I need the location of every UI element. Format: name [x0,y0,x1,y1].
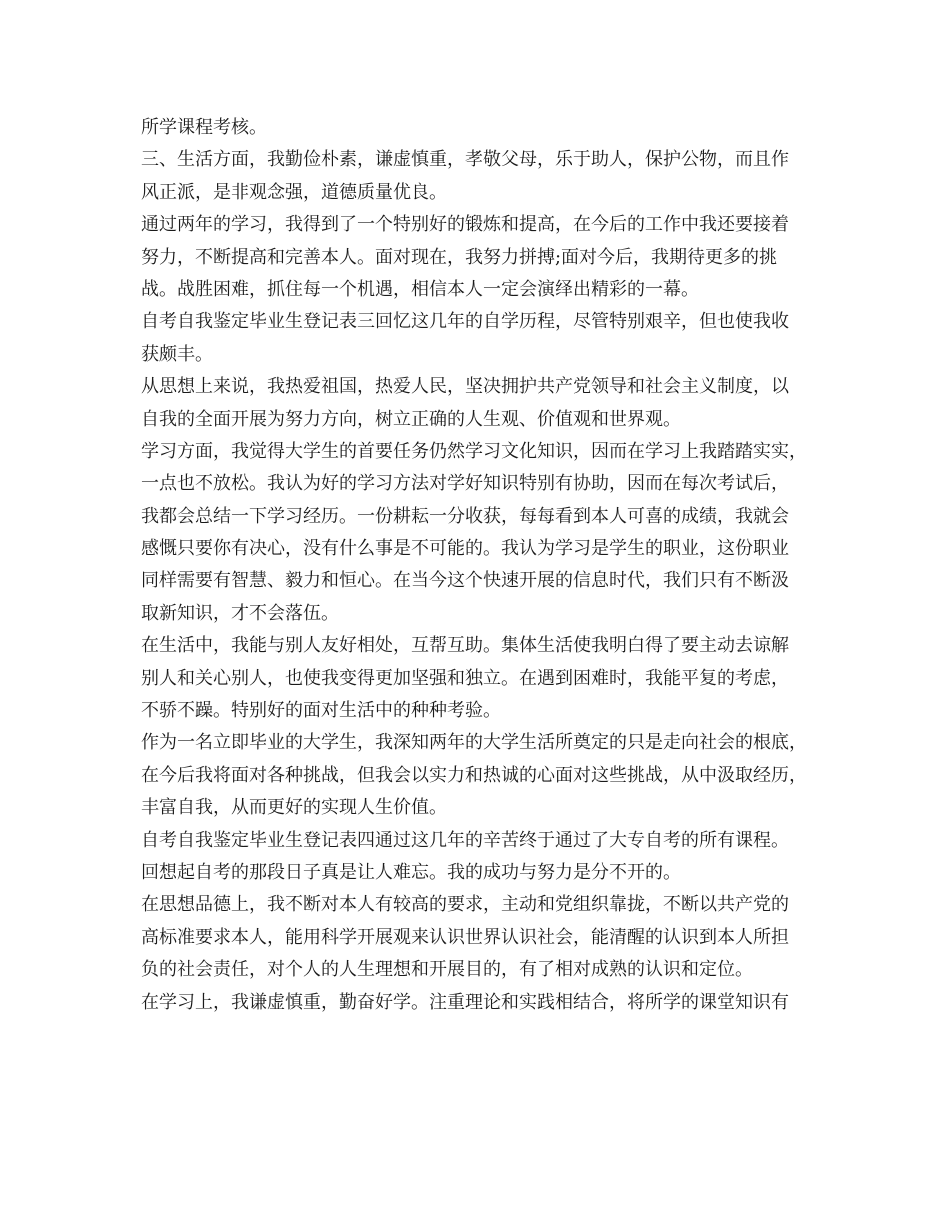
text-line: 努力，不断提高和完善本人。面对现在，我努力拼搏;面对今后，我期待更多的挑 [141,246,778,268]
text-line: 负的社会责任，对个人的人生理想和开展目的，有了相对成熟的认识和定位。 [141,959,753,981]
text-line: 我都会总结一下学习经历。一份耕耘一分收获，每每看到本人可喜的成绩，我就会 [141,505,789,527]
text-line: 感慨只要你有决心，没有什么事是不可能的。我认为学习是学生的职业，这份职业 [141,538,789,560]
text-line: 在学习上，我谦虚慎重，勤奋好学。注重理论和实践相结合，将所学的课堂知识有 [141,991,789,1013]
text-line: 作为一名立即毕业的大学生，我深知两年的大学生活所奠定的只是走向社会的根底， [141,732,807,754]
text-line: 不骄不躁。特别好的面对生活中的种种考验。 [141,700,501,722]
text-line: 通过两年的学习，我得到了一个特别好的锻炼和提高，在今后的工作中我还要接着 [141,214,789,236]
text-line: 风正派，是非观念强，道德质量优良。 [141,181,447,203]
text-line: 所学课程考核。 [141,117,267,138]
text-line: 高标准要求本人，能用科学开展观来认识世界认识社会，能清醒的认识到本人所担 [141,926,789,948]
text-line: 自我的全面开展为努力方向，树立正确的人生观、价值观和世界观。 [141,408,681,430]
text-line: 战。战胜困难，抓住每一个机遇，相信本人一定会演绎出精彩的一幕。 [141,278,699,300]
text-line: 丰富自我，从而更好的实现人生价值。 [141,797,447,819]
text-line: 自考自我鉴定毕业生登记表三回忆这几年的自学历程，尽管特别艰辛，但也使我收 [141,311,789,333]
text-line: 别人和关心别人，也使我变得更加坚强和独立。在遇到困难时，我能平复的考虑， [141,667,789,689]
text-line: 在今后我将面对各种挑战，但我会以实力和热诚的心面对这些挑战，从中汲取经历， [141,764,807,786]
text-line: 获颇丰。 [141,343,213,365]
text-line: 从思想上来说，我热爱祖国，热爱人民，坚决拥护共产党领导和社会主义制度，以 [141,376,789,398]
text-line: 同样需要有智慧、毅力和恒心。在当今这个快速开展的信息时代，我们只有不断汲 [141,570,789,592]
text-line: 在生活中，我能与别人友好相处，互帮互助。集体生活使我明白得了要主动去谅解 [141,635,789,657]
text-line: 三、生活方面，我勤俭朴素，谦虚慎重，孝敬父母，乐于助人，保护公物，而且作 [141,149,789,171]
text-line: 取新知识，才不会落伍。 [141,602,339,624]
text-line: 回想起自考的那段日子真是让人难忘。我的成功与努力是分不开的。 [141,861,681,883]
text-line: 学习方面，我觉得大学生的首要任务仍然学习文化知识，因而在学习上我踏踏实实， [141,440,807,462]
text-line: 自考自我鉴定毕业生登记表四通过这几年的辛苦终于通过了大专自考的所有课程。 [141,829,789,851]
text-line: 在思想品德上，我不断对本人有较高的要求，主动和党组织靠拢，不断以共产党的 [141,894,789,916]
text-line: 一点也不放松。我认为好的学习方法对学好知识特别有协助，因而在每次考试后， [141,473,789,495]
document-body-text [141,112,831,1019]
